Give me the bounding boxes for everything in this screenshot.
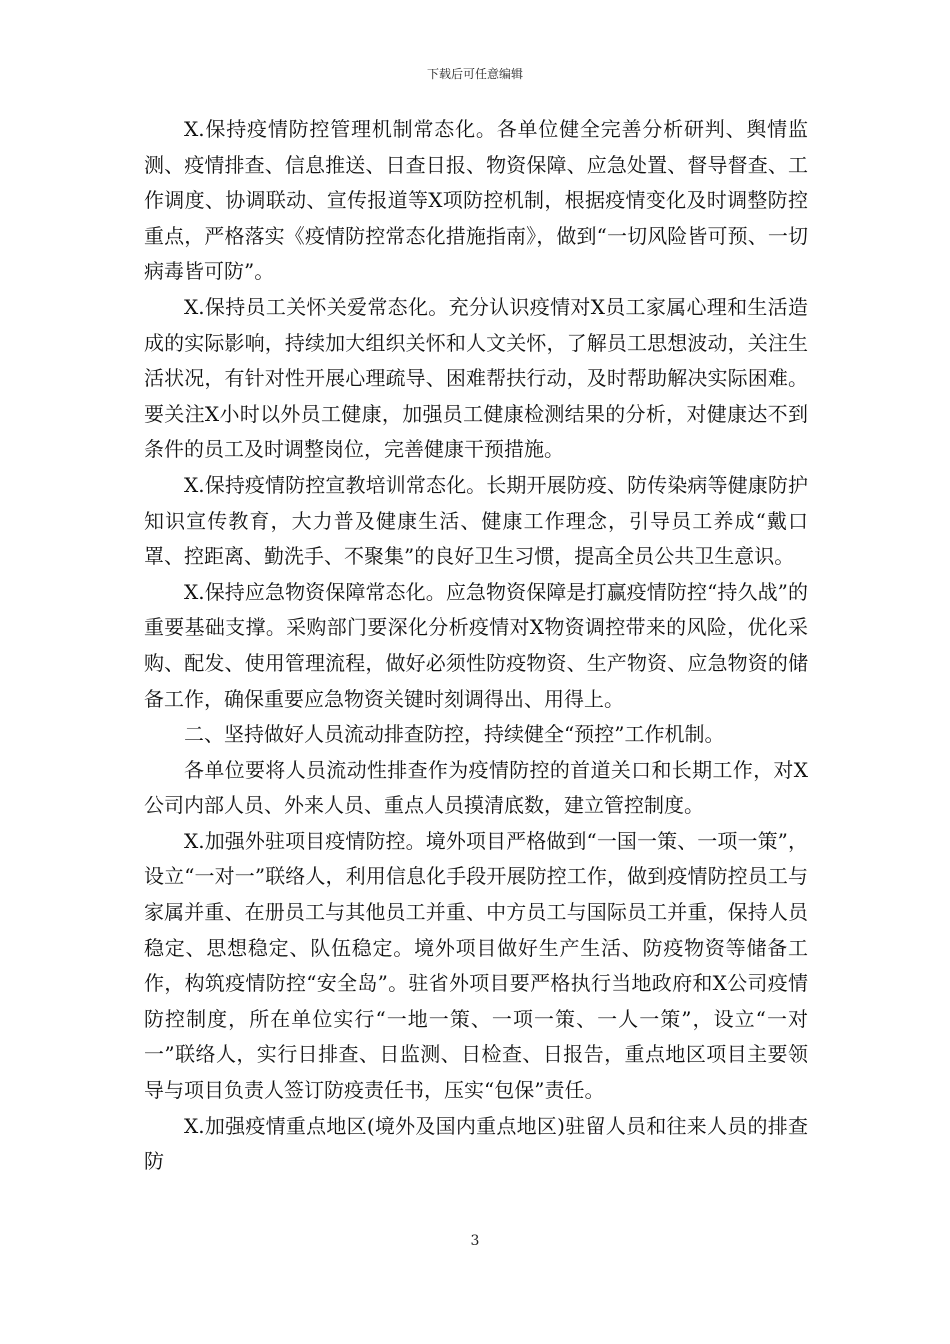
paragraph-screening: 各单位要将人员流动性排查作为疫情防控的首道关口和长期工作，对X公司内部人员、外来人员、重点人员摸清底数，建立管控制度。	[144, 757, 808, 818]
paragraph-mechanism: X.保持疫情防控管理机制常态化。各单位健全完善分析研判、舆情监测、疫情排查、信息推送、日查日报、物资保障、应急处置、督导督查、工作调度、协调联动、宣传报道等X项防控机制，根据疫情变化及时调整防控重点，严格落实《疫情防控常态化措施指南》，做到“一切风险皆可预、一切病毒皆可防”。	[144, 117, 808, 284]
document-body	[144, 112, 808, 1180]
paragraph-supplies: X.保持应急物资保障常态化。应急物资保障是打赢疫情防控“持久战”的重要基础支撑。采购部门要深化分析疫情对X物资调控带来的风险，优化采购、配发、使用管理流程，做好必须性防疫物资、生产物资、应急物资的储备工作，确保重要应急物资关键时刻调得出、用得上。	[144, 579, 808, 711]
paragraph-training: X.保持疫情防控宣教培训常态化。长期开展防疫、防传染病等健康防护知识宣传教育，大力普及健康生活、健康工作理念，引导员工养成“戴口罩、控距离、勤洗手、不聚集”的良好卫生习惯，提高全员公共卫生意识。	[144, 472, 808, 569]
page-number: 3	[470, 1233, 480, 1249]
page-header: 下载后可任意编辑	[426, 67, 523, 81]
paragraph-overseas-projects: X.加强外驻项目疫情防控。境外项目严格做到“一国一策、一项一策”，设立“一对一”联络人，利用信息化手段开展防控工作，做到疫情防控员工与家属并重、在册员工与其他员工并重、中方员工与国际员工并重，保持人员稳定、思想稳定、队伍稳定。境外项目做好生产生活、防疫物资等储备工作，构筑疫情防控“安全岛”。驻省外项目要严格执行当地政府和X公司疫情防控制度，所在单位实行“一地一策、一项一策、一人一策”，设立“一对一”联络人，实行日排查、日监测、日检查、日报告，重点地区项目主要领导与项目负责人签订防疫责任书，压实“包保”责任。	[144, 828, 808, 1103]
section-heading-two: 二、坚持做好人员流动排查防控，持续健全“预控”工作机制。	[184, 722, 725, 747]
paragraph-key-regions: X.加强疫情重点地区(境外及国内重点地区)驻留人员和往来人员的排查防	[144, 1113, 808, 1174]
paragraph-employee-care: X.保持员工关怀关爱常态化。充分认识疫情对X员工家属心理和生活造成的实际影响，持续加大组织关怀和人文关怀，了解员工思想波动，关注生活状况，有针对性开展心理疏导、困难帮扶行动，及时帮助解决实际困难。要关注X小时以外员工健康，加强员工健康检测结果的分析，对健康达不到条件的员工及时调整岗位，完善健康干预措施。	[144, 294, 808, 462]
